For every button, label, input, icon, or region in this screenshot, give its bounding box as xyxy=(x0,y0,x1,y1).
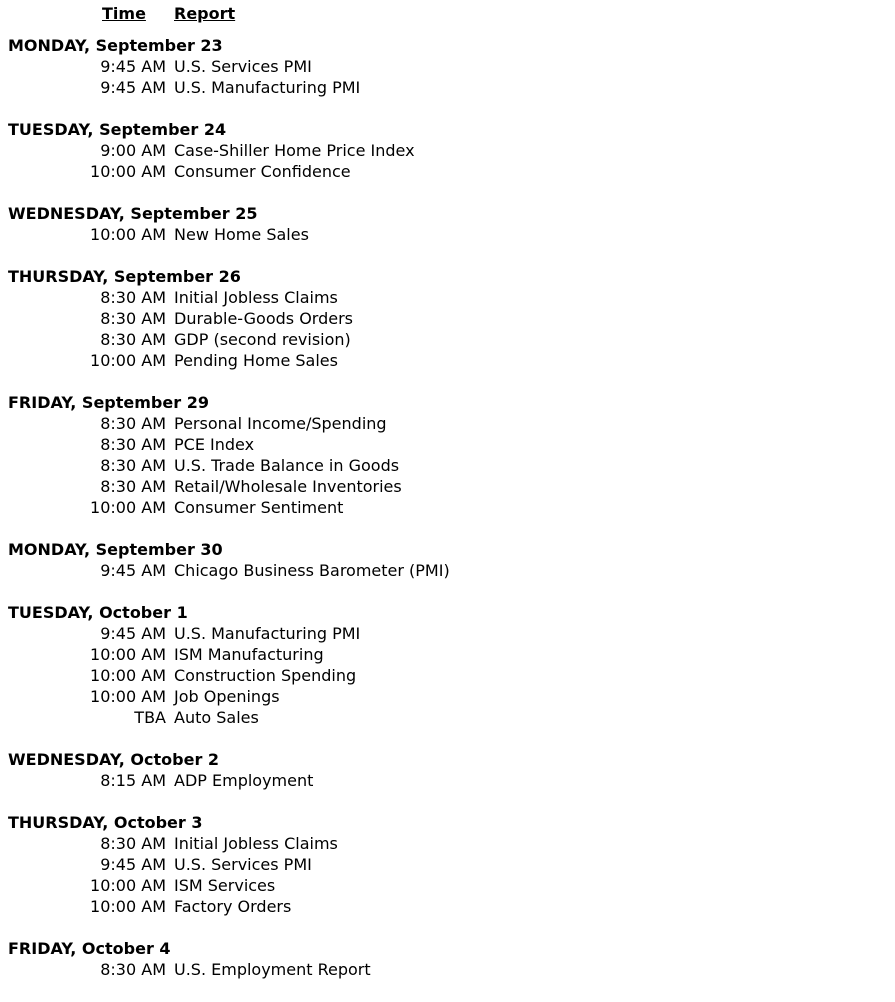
event-report: U.S. Employment Report xyxy=(174,960,371,979)
event-time: TBA xyxy=(134,708,166,727)
day-section xyxy=(0,35,895,98)
event-report: Chicago Business Barometer (PMI) xyxy=(174,561,450,580)
event-report: Job Openings xyxy=(174,687,280,706)
time-column-header: Time xyxy=(102,4,146,23)
event-report: ISM Services xyxy=(174,876,276,895)
event-row xyxy=(0,455,895,476)
day-section xyxy=(0,749,895,791)
event-time: 8:30 AM xyxy=(100,288,166,307)
day-section xyxy=(0,539,895,581)
day-section xyxy=(0,938,895,980)
event-report: U.S. Trade Balance in Goods xyxy=(174,456,400,475)
event-report: Consumer Confidence xyxy=(174,162,351,181)
event-row xyxy=(0,350,895,371)
day-section xyxy=(0,602,895,728)
event-time: 9:45 AM xyxy=(100,624,166,643)
event-report: U.S. Services PMI xyxy=(174,57,312,76)
event-row xyxy=(0,308,895,329)
event-time: 10:00 AM xyxy=(90,897,166,916)
schedule-list xyxy=(0,35,895,1001)
day-heading: MONDAY, September 30 xyxy=(8,540,223,559)
report-column-header: Report xyxy=(174,4,236,23)
event-report: U.S. Services PMI xyxy=(174,855,312,874)
event-time: 10:00 AM xyxy=(90,645,166,664)
event-report: U.S. Manufacturing PMI xyxy=(174,624,361,643)
event-report: GDP (second revision) xyxy=(174,330,351,349)
event-report: Initial Jobless Claims xyxy=(174,288,338,307)
day-heading: THURSDAY, September 26 xyxy=(8,267,241,286)
event-time: 10:00 AM xyxy=(90,351,166,370)
event-report: U.S. Manufacturing PMI xyxy=(174,78,361,97)
event-time: 9:45 AM xyxy=(100,57,166,76)
event-report: Auto Sales xyxy=(174,708,259,727)
day-heading: FRIDAY, October 4 xyxy=(8,939,171,958)
event-report: ISM Manufacturing xyxy=(174,645,324,664)
event-report: New Home Sales xyxy=(174,225,309,244)
column-header-row xyxy=(0,4,400,24)
day-section xyxy=(0,812,895,917)
day-heading: MONDAY, September 23 xyxy=(8,36,223,55)
event-report: Personal Income/Spending xyxy=(174,414,387,433)
event-row xyxy=(0,476,895,497)
event-time: 8:30 AM xyxy=(100,456,166,475)
day-heading: TUESDAY, September 24 xyxy=(8,120,227,139)
day-section xyxy=(0,266,895,371)
event-row xyxy=(0,854,895,875)
event-report: Durable-Goods Orders xyxy=(174,309,354,328)
event-time: 8:30 AM xyxy=(100,477,166,496)
event-time: 10:00 AM xyxy=(90,162,166,181)
event-report: Retail/Wholesale Inventories xyxy=(174,477,402,496)
event-row xyxy=(0,140,895,161)
event-time: 9:45 AM xyxy=(100,855,166,874)
event-row xyxy=(0,329,895,350)
event-row xyxy=(0,497,895,518)
day-section xyxy=(0,392,895,518)
event-time: 10:00 AM xyxy=(90,876,166,895)
event-row xyxy=(0,896,895,917)
event-time: 9:45 AM xyxy=(100,561,166,580)
event-row xyxy=(0,959,895,980)
event-time: 10:00 AM xyxy=(90,687,166,706)
event-row xyxy=(0,686,895,707)
event-row xyxy=(0,161,895,182)
event-row xyxy=(0,770,895,791)
event-row xyxy=(0,875,895,896)
event-row xyxy=(0,224,895,245)
event-time: 9:00 AM xyxy=(100,141,166,160)
event-row xyxy=(0,413,895,434)
day-heading: WEDNESDAY, October 2 xyxy=(8,750,220,769)
event-report: Consumer Sentiment xyxy=(174,498,344,517)
event-row xyxy=(0,707,895,728)
event-row xyxy=(0,644,895,665)
event-time: 8:30 AM xyxy=(100,960,166,979)
event-report: Factory Orders xyxy=(174,897,292,916)
day-heading: FRIDAY, September 29 xyxy=(8,393,209,412)
event-row xyxy=(0,623,895,644)
day-heading: THURSDAY, October 3 xyxy=(8,813,203,832)
event-time: 8:30 AM xyxy=(100,330,166,349)
event-report: PCE Index xyxy=(174,435,255,454)
event-time: 8:15 AM xyxy=(100,771,166,790)
day-section xyxy=(0,203,895,245)
event-row xyxy=(0,560,895,581)
event-row xyxy=(0,833,895,854)
day-heading: WEDNESDAY, September 25 xyxy=(8,204,258,223)
event-time: 8:30 AM xyxy=(100,309,166,328)
event-row xyxy=(0,56,895,77)
event-time: 8:30 AM xyxy=(100,834,166,853)
day-section xyxy=(0,119,895,182)
event-time: 8:30 AM xyxy=(100,414,166,433)
event-report: Initial Jobless Claims xyxy=(174,834,338,853)
event-row xyxy=(0,665,895,686)
day-heading: TUESDAY, October 1 xyxy=(8,603,188,622)
event-report: Pending Home Sales xyxy=(174,351,338,370)
event-time: 10:00 AM xyxy=(90,225,166,244)
event-time: 9:45 AM xyxy=(100,78,166,97)
event-time: 10:00 AM xyxy=(90,498,166,517)
event-time: 10:00 AM xyxy=(90,666,166,685)
event-report: ADP Employment xyxy=(174,771,314,790)
event-report: Case-Shiller Home Price Index xyxy=(174,141,415,160)
event-report: Construction Spending xyxy=(174,666,357,685)
event-row xyxy=(0,287,895,308)
event-row xyxy=(0,434,895,455)
event-time: 8:30 AM xyxy=(100,435,166,454)
event-row xyxy=(0,77,895,98)
